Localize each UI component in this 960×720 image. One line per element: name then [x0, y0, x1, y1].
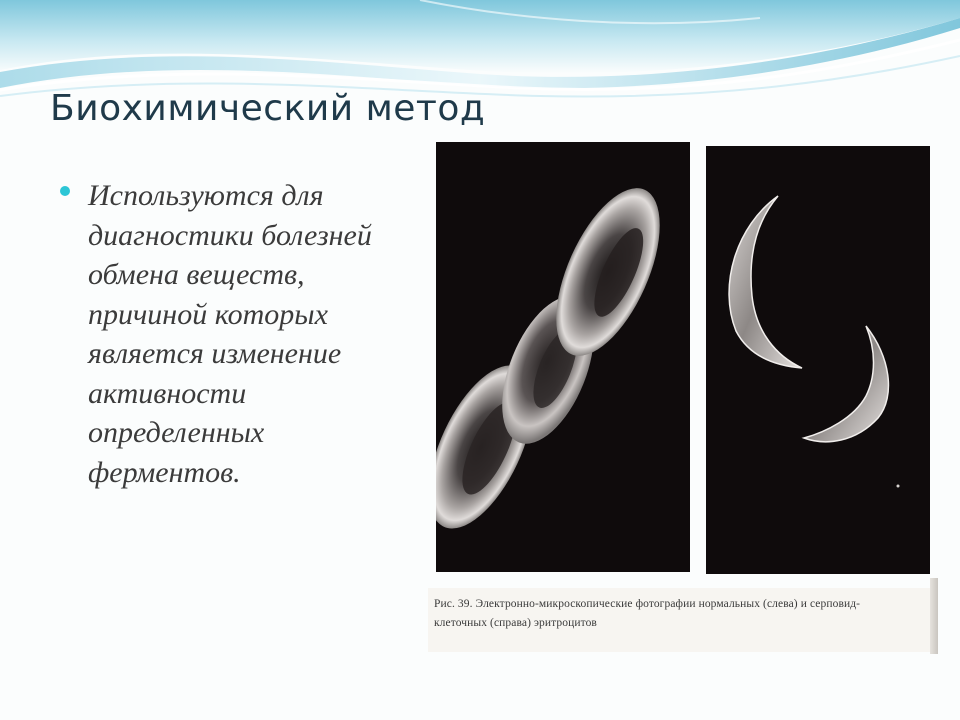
figure-erythrocytes: [420, 138, 940, 658]
scan-edge-decoration: [930, 578, 938, 654]
caption-line-1: Рис. 39. Электронно-микроскопические фотографии нормальных (слева) и серповид-: [434, 598, 861, 610]
photo-normal-erythrocytes: [436, 142, 690, 572]
bullet-text: Используются для диагностики болезней обмена веществ, причиной которых является изменение активности определенных ферментов.: [88, 179, 372, 489]
sickle-cells-image: [706, 146, 930, 574]
photo-sickle-erythrocytes: [706, 146, 930, 574]
normal-cells-image: [436, 142, 690, 572]
slide-title: Биохимический метод: [50, 88, 486, 129]
bullet-dot-icon: [60, 186, 70, 196]
bullet-item: [58, 176, 398, 492]
caption-line-2: клеточных (справа) эритроцитов: [434, 617, 597, 629]
figure-caption: [428, 588, 938, 652]
bullet-list: [58, 176, 398, 492]
